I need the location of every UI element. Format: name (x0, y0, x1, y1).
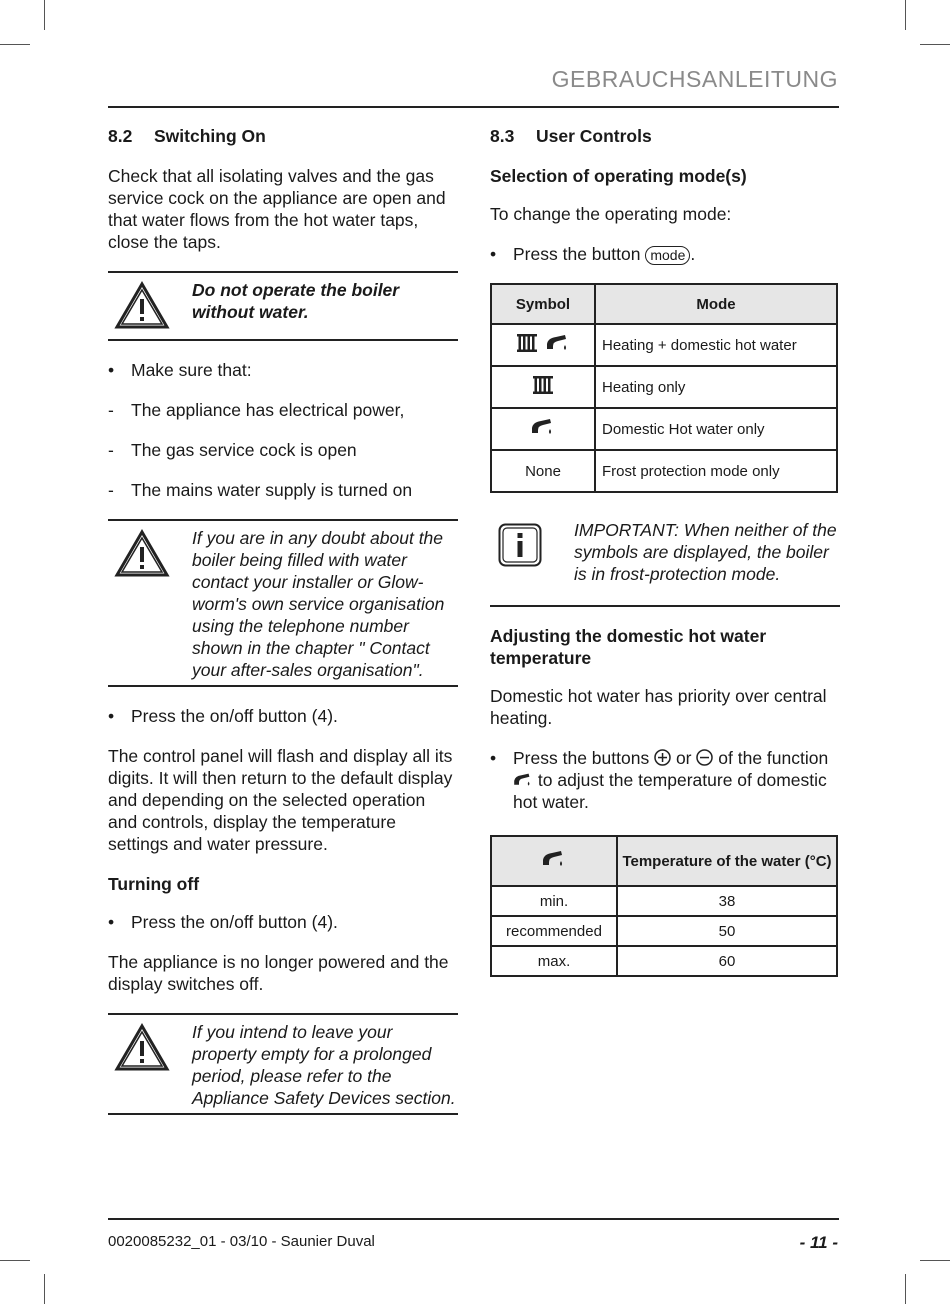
warning-icon (114, 1023, 170, 1073)
minus-button-icon (696, 749, 713, 766)
list-item-text: Press the on/off button (4). (131, 706, 338, 726)
right-column (490, 118, 840, 977)
crop-mark (905, 0, 906, 30)
subheading-adjust: Adjusting the domestic hot water temperature (490, 626, 767, 668)
table-cell: min. (491, 886, 617, 916)
list-item-text: . (690, 244, 696, 264)
info-text: IMPORTANT: When neither of the symbols are displayed, the boiler is in frost-protection mode. (574, 520, 837, 584)
mode-cell: Frost protection mode only (595, 450, 837, 492)
list-item: - The mains water supply is turned on (108, 480, 413, 500)
symbol-cell (491, 408, 595, 450)
mode-button-icon: mode (645, 246, 690, 265)
list-item-text: The gas service cock is open (131, 440, 357, 460)
list-item-text: The appliance has electrical power, (131, 400, 405, 420)
table-header: Temperature of the water (°C) (617, 836, 837, 886)
table-header-row (491, 284, 837, 324)
left-column (108, 118, 458, 1133)
radiator-icon (532, 375, 554, 395)
table-row (491, 324, 837, 366)
intro-paragraph: Check that all isolating valves and the gas service cock on the appliance are open and that water flows from the hot water taps, close the taps. (108, 166, 446, 252)
warning-icon (114, 281, 170, 331)
crop-mark (920, 44, 950, 45)
symbol-cell (491, 324, 595, 366)
info-icon (498, 523, 542, 567)
table-header (491, 836, 617, 886)
symbol-cell (491, 366, 595, 408)
list-item: • Press the buttons or of the function to adjust the temperature of domestic hot water. (490, 748, 829, 812)
section-number: 8.2 (108, 126, 133, 146)
section-heading (490, 126, 840, 147)
footer-rule (108, 1218, 839, 1220)
mode-table (490, 283, 838, 493)
tap-icon (542, 849, 566, 869)
list-item: • Press the on/off button (4). (108, 912, 338, 932)
table-row (491, 886, 837, 916)
table-row (491, 916, 837, 946)
header-rule (108, 106, 839, 108)
crop-mark (0, 1260, 30, 1261)
tap-icon (531, 417, 555, 437)
info-box (490, 517, 840, 607)
warning-text: If you intend to leave your property empty for a prolonged period, please refer to the Appliance Safety Devices section. (192, 1022, 456, 1108)
table-cell: max. (491, 946, 617, 976)
section-title: User Controls (536, 126, 652, 146)
list-item-text: or (675, 748, 692, 768)
crop-mark (44, 1274, 45, 1304)
list-item: • Press the button mode . (490, 244, 696, 264)
list-item-text: Make sure that: (131, 360, 252, 380)
table-header: Mode (595, 284, 837, 324)
list-item: - The gas service cock is open (108, 440, 357, 460)
page-number: - 11 - (799, 1233, 838, 1252)
plus-button-icon (654, 749, 671, 766)
temperature-table (490, 835, 838, 977)
table-row (491, 408, 837, 450)
control-panel-paragraph: The control panel will flash and display all its digits. It will then return to the default display and depending on the selected operation and controls, display the temperature settings and water pressure. (108, 746, 453, 854)
list-item-text: Press the button (513, 244, 641, 264)
list-item-text: to adjust the temperature of domestic hot water. (513, 770, 827, 812)
symbol-cell: None (491, 450, 595, 492)
priority-paragraph: Domestic hot water has priority over central heating. (490, 686, 827, 728)
tap-icon (546, 333, 570, 353)
table-cell: 60 (617, 946, 837, 976)
list-item: • Make sure that: (108, 360, 252, 380)
section-title: Switching On (154, 126, 266, 146)
list-item: - The appliance has electrical power, (108, 400, 405, 420)
table-cell: recommended (491, 916, 617, 946)
table-row (491, 946, 837, 976)
warning-box (108, 271, 458, 341)
change-mode-paragraph: To change the operating mode: (490, 204, 732, 224)
warning-icon (114, 529, 170, 579)
list-item: • Press the on/off button (4). (108, 706, 338, 726)
powered-off-paragraph: The appliance is no longer powered and the display switches off. (108, 952, 449, 994)
header-title: GEBRAUCHSANLEITUNG (551, 66, 838, 92)
table-cell: 50 (617, 916, 837, 946)
list-item-text: of the function (718, 748, 829, 768)
mode-cell: Domestic Hot water only (595, 408, 837, 450)
crop-mark (920, 1260, 950, 1261)
table-row (491, 450, 837, 492)
table-cell: 38 (617, 886, 837, 916)
warning-box (108, 1013, 458, 1115)
mode-cell: Heating + domestic hot water (595, 324, 837, 366)
table-header-row (491, 836, 837, 886)
warning-text: If you are in any doubt about the boiler being filled with water contact your installer or Glow-worm's own service organisation using the telephone number shown in the chapter " Contact your after-sales organisation". (192, 528, 445, 680)
warning-box (108, 519, 458, 687)
section-number: 8.3 (490, 126, 515, 146)
subheading-selection: Selection of operating mode(s) (490, 166, 747, 186)
subheading-turning-off: Turning off (108, 874, 200, 894)
crop-mark (0, 44, 30, 45)
crop-mark (44, 0, 45, 30)
radiator-icon (516, 333, 538, 353)
list-item-text: Press the on/off button (4). (131, 912, 338, 932)
table-header: Symbol (491, 284, 595, 324)
tap-icon (513, 772, 533, 788)
crop-mark (905, 1274, 906, 1304)
section-heading (108, 126, 458, 147)
mode-cell: Heating only (595, 366, 837, 408)
warning-text: Do not operate the boiler without water. (192, 280, 400, 322)
list-item-text: The mains water supply is turned on (131, 480, 413, 500)
footer-document-code: 0020085232_01 - 03/10 - Saunier Duval (108, 1233, 375, 1250)
list-item-text: Press the buttons (513, 748, 650, 768)
table-row (491, 366, 837, 408)
